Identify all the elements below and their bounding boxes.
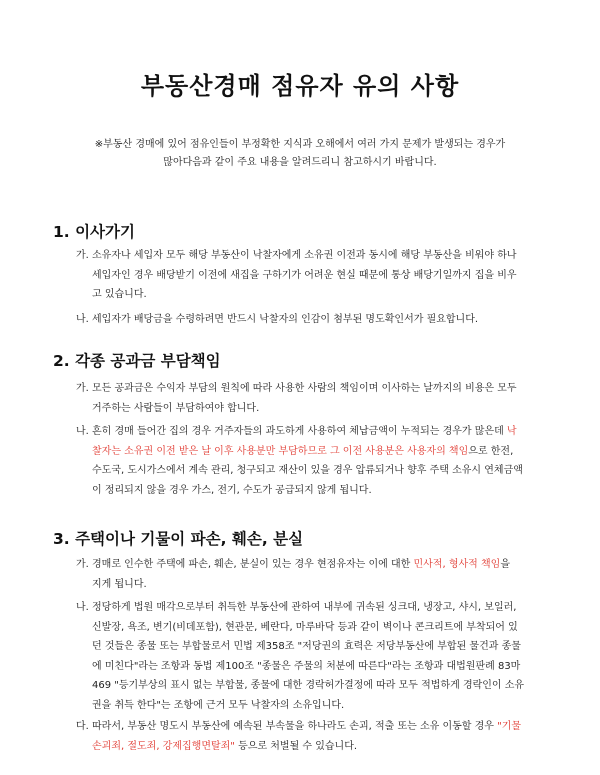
body-text: 지게 됩니다. (92, 578, 147, 590)
item-line (76, 285, 546, 305)
section-3-item-na (76, 598, 546, 715)
section-heading-utility-charges: 2. 각종 공과금 부담책임 (53, 352, 221, 370)
item-line (76, 618, 546, 638)
body-text: 이 정리되지 않을 경우 가스, 전기, 수도가 공급되지 않게 됩니다. (92, 484, 372, 496)
emphasis-text: "기물 (497, 721, 522, 732)
item-line (76, 442, 546, 462)
item-line (76, 676, 546, 696)
item-line (76, 637, 546, 657)
body-text: 거주하는 사람들이 부담하여야 합니다. (92, 402, 260, 414)
item-line (76, 717, 546, 737)
body-text: 469 "등기부상의 표시 없는 부합물, 종물에 대한 경락허가결정에 따라 모두 적법하게 경락인이 소유 (92, 680, 525, 691)
body-text: 권을 취득 한다"는 조항에 근거 모두 낙찰자의 소유입니다. (92, 699, 345, 711)
item-line (76, 461, 546, 481)
item-line (76, 598, 546, 618)
section-3-item-da (76, 717, 546, 756)
body-text: 고 있습니다. (92, 289, 147, 300)
body-text: 가. 모든 공과금은 수익자 부담의 원칙에 따라 사용한 사람의 책임이며 이사하는 날까지의 비용은 모두 (76, 383, 517, 394)
item-line (76, 481, 546, 501)
intro-line: ※부동산 경매에 있어 점유인들이 부정확한 지식과 오해에서 여러 가지 문제가 발생되는 경우가 (94, 139, 506, 150)
intro-line: 많아다음과 같이 주요 내용을 알려드리니 참고하시기 바랍니다. (163, 157, 437, 168)
item-line (76, 696, 546, 716)
body-text: 나. 흔히 경매 들어간 집의 경우 거주자들의 과도하게 사용하여 체납금액이 누적되는 경우가 많은데 (76, 426, 507, 437)
section-3-item-ga (76, 555, 546, 594)
body-text: 던 것들은 종물 또는 부합물로서 민법 제358조 "저당권의 효력은 저당부동산에 부합된 물건과 종물 (92, 641, 521, 652)
section-1-item-na (76, 310, 546, 330)
body-text: 수도국, 도시가스에서 계속 관리, 청구되고 재산이 있을 경우 압류되거나 향후 주택 소유시 연체금액 (92, 465, 523, 476)
body-text: 나. 세입자가 배당금을 수령하려면 반드시 낙찰자의 인감이 첨부된 명도확인서가 필요합니다. (76, 314, 479, 325)
item-line (76, 266, 546, 286)
item-line (76, 737, 546, 757)
body-text: 가. 경매로 인수한 주택에 파손, 훼손, 분실이 있는 경우 현점유자는 이에 대한 (76, 559, 414, 570)
body-text: 가. 소유자나 세입자 모두 해당 부동산이 낙찰자에게 소유권 이전과 동시에 해당 부동산을 비워야 하나 (76, 250, 517, 261)
body-text: 으로 한전, (468, 445, 514, 457)
item-line (76, 246, 546, 266)
body-text: 에 미친다"라는 조항과 동법 제100조 "종물은 주물의 처분에 따른다"라는 조항과 대법원판례 83마 (92, 660, 521, 672)
intro-notice (40, 136, 560, 172)
item-line (76, 399, 546, 419)
section-2-item-ga (76, 379, 546, 418)
section-heading-damage: 3. 주택이나 기물이 파손, 훼손, 분실 (53, 530, 304, 548)
body-text: 을 (500, 559, 510, 570)
section-2-item-na (76, 422, 546, 500)
emphasis-text: 낙 (506, 426, 517, 437)
body-text: 세입자인 경우 배당받기 이전에 새집을 구하기가 어려운 현실 때문에 통상 배당기일까지 집을 비우 (92, 269, 517, 281)
section-heading-moving: 1. 이사가기 (53, 223, 135, 241)
item-line (76, 422, 546, 442)
body-text: 나. 정당하게 법원 매각으로부터 취득한 부동산에 관하여 내부에 귀속된 싱크대, 냉장고, 샤시, 보일러, (76, 602, 517, 613)
emphasis-text: 손괴죄, 절도죄, 강제집행면탈죄" (92, 740, 235, 752)
body-text: 등으로 처벌될 수 있습니다. (234, 740, 358, 752)
item-line (76, 555, 546, 575)
document-title: 부동산경매 점유자 유의 사항 (140, 71, 460, 100)
item-line (76, 379, 546, 399)
body-text: 다. 따라서, 부동산 명도시 부동산에 예속된 부속물을 하나라도 손괴, 적출 또는 소유 이동할 경우 (76, 721, 498, 732)
emphasis-text: 찰자는 소유권 이전 받은 날 이후 사용분만 부담하므로 그 이전 사용분은 사용자의 책임 (92, 445, 469, 457)
section-1-item-ga (76, 246, 546, 305)
body-text: 신발장, 욕조, 변기(비데포함), 현관문, 베란다, 마루바닥 등과 같이 벽이나 콘크리트에 부착되어 있 (92, 621, 518, 633)
item-line (76, 657, 546, 677)
item-line (76, 575, 546, 595)
item-line (76, 310, 546, 330)
emphasis-text: 민사적, 형사적 책임 (413, 559, 501, 570)
